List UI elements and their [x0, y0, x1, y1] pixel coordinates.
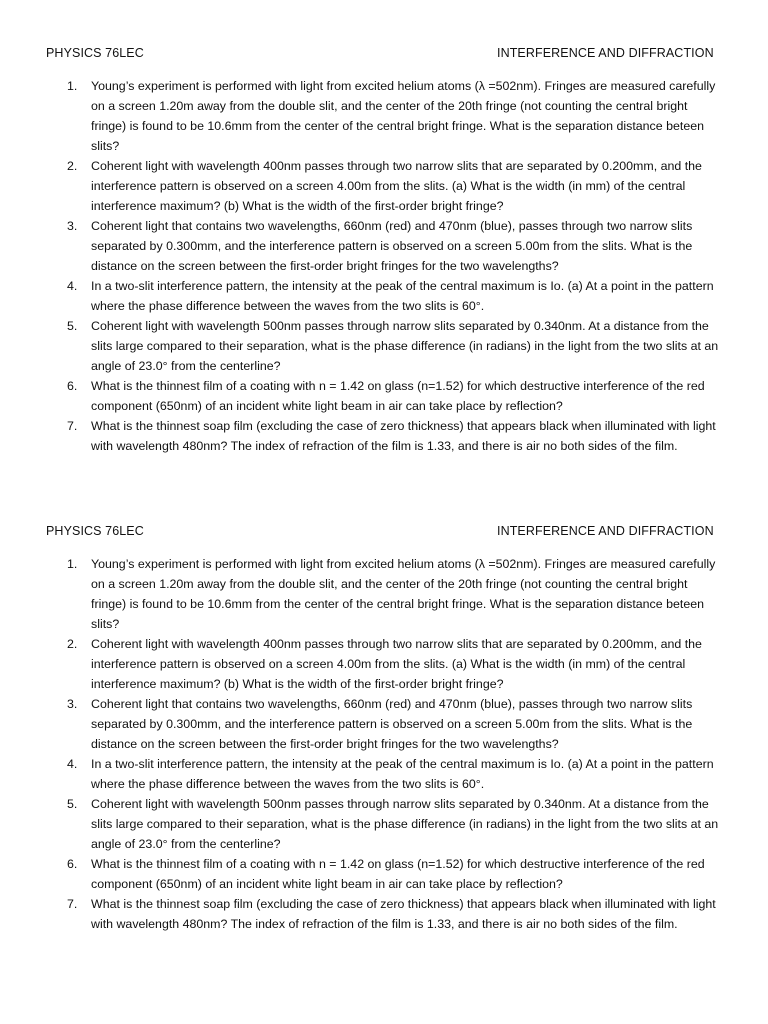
- problem-text: What is the thinnest film of a coating with n = 1.42 on glass (n=1.52) for which destructive interference of the red component (650nm) of an incident white light beam in air can take place by reflection?: [91, 857, 705, 891]
- problem-item: [0, 754, 723, 794]
- problem-item: [0, 554, 723, 634]
- course-title: PHYSICS 76LEC: [46, 524, 144, 538]
- problem-item: [0, 316, 723, 376]
- topic-title: INTERFERENCE AND DIFFRACTION: [497, 46, 714, 60]
- topic-title: INTERFERENCE AND DIFFRACTION: [497, 524, 714, 538]
- problem-text: Young’s experiment is performed with light from excited helium atoms (λ =502nm). Fringes are measured carefully on a screen 1.20m away from the double slit, and the center of the 20th fringe (not counting the central bright fringe) is found to be 10.6mm from the center of the central bright fringe. What is the separation distance beteen slits?: [91, 557, 716, 631]
- problem-item: [0, 216, 723, 276]
- problem-text: Coherent light with wavelength 500nm passes through narrow slits separated by 0.340nm. At a distance from the slits large compared to their separation, what is the phase difference (in radians) in the light from the two slits at an angle of 23.0° from the centerline?: [91, 797, 719, 851]
- problem-number: 6.: [67, 379, 78, 393]
- problem-number: 7.: [67, 419, 78, 433]
- problem-item: [0, 416, 723, 456]
- problem-text: Coherent light that contains two wavelengths, 660nm (red) and 470nm (blue), passes through two narrow slits separated by 0.300mm, and the interference pattern is observed on a screen 5.00m from the slits. What is the distance on the screen between the first-order bright fringes for the two wavelengths?: [91, 697, 693, 751]
- sheet-header: [0, 46, 768, 66]
- problem-number: 4.: [67, 757, 78, 771]
- problem-item: [0, 156, 723, 216]
- problem-number: 3.: [67, 697, 78, 711]
- problem-text: In a two-slit interference pattern, the intensity at the peak of the central maximum is Io. (a) At a point in the pattern where the phase difference between the waves from the two slits is 60°.: [91, 757, 714, 791]
- problem-list: [0, 76, 768, 456]
- problem-number: 2.: [67, 637, 78, 651]
- problem-text: Coherent light with wavelength 500nm passes through narrow slits separated by 0.340nm. At a distance from the slits large compared to their separation, what is the phase difference (in radians) in the light from the two slits at an angle of 23.0° from the centerline?: [91, 319, 719, 373]
- problem-text: In a two-slit interference pattern, the intensity at the peak of the central maximum is Io. (a) At a point in the pattern where the phase difference between the waves from the two slits is 60°.: [91, 279, 714, 313]
- sheet-header: [0, 524, 768, 544]
- problem-number: 2.: [67, 159, 78, 173]
- problem-number: 1.: [67, 79, 78, 93]
- problem-number: 7.: [67, 897, 78, 911]
- problem-number: 5.: [67, 319, 78, 333]
- problem-text: What is the thinnest film of a coating with n = 1.42 on glass (n=1.52) for which destructive interference of the red component (650nm) of an incident white light beam in air can take place by reflection?: [91, 379, 705, 413]
- problem-item: [0, 76, 723, 156]
- problem-item: [0, 634, 723, 694]
- problem-text: Coherent light with wavelength 400nm passes through two narrow slits that are separated by 0.200mm, and the interference pattern is observed on a screen 4.00m from the slits. (a) What is the width (in mm) of the central interference maximum? (b) What is the width of the first-order bright fringe?: [91, 159, 702, 213]
- problem-item: [0, 276, 723, 316]
- problem-list: [0, 554, 768, 934]
- problem-text: Young’s experiment is performed with light from excited helium atoms (λ =502nm). Fringes are measured carefully on a screen 1.20m away from the double slit, and the center of the 20th fringe (not counting the central bright fringe) is found to be 10.6mm from the center of the central bright fringe. What is the separation distance beteen slits?: [91, 79, 716, 153]
- problem-text: What is the thinnest soap film (excluding the case of zero thickness) that appears black when illuminated with light with wavelength 480nm? The index of refraction of the film is 1.33, and there is air no both sides of the film.: [91, 419, 716, 453]
- problem-item: [0, 694, 723, 754]
- problem-text: What is the thinnest soap film (excluding the case of zero thickness) that appears black when illuminated with light with wavelength 480nm? The index of refraction of the film is 1.33, and there is air no both sides of the film.: [91, 897, 716, 931]
- problem-item: [0, 894, 723, 934]
- problem-sheet: [0, 524, 768, 931]
- problem-item: [0, 376, 723, 416]
- problem-sheet: [0, 46, 768, 453]
- course-title: PHYSICS 76LEC: [46, 46, 144, 60]
- problem-number: 3.: [67, 219, 78, 233]
- problem-number: 4.: [67, 279, 78, 293]
- problem-number: 6.: [67, 857, 78, 871]
- problem-number: 1.: [67, 557, 78, 571]
- problem-item: [0, 794, 723, 854]
- problem-number: 5.: [67, 797, 78, 811]
- problem-item: [0, 854, 723, 894]
- problem-text: Coherent light that contains two wavelengths, 660nm (red) and 470nm (blue), passes through two narrow slits separated by 0.300mm, and the interference pattern is observed on a screen 5.00m from the slits. What is the distance on the screen between the first-order bright fringes for the two wavelengths?: [91, 219, 693, 273]
- problem-text: Coherent light with wavelength 400nm passes through two narrow slits that are separated by 0.200mm, and the interference pattern is observed on a screen 4.00m from the slits. (a) What is the width (in mm) of the central interference maximum? (b) What is the width of the first-order bright fringe?: [91, 637, 702, 691]
